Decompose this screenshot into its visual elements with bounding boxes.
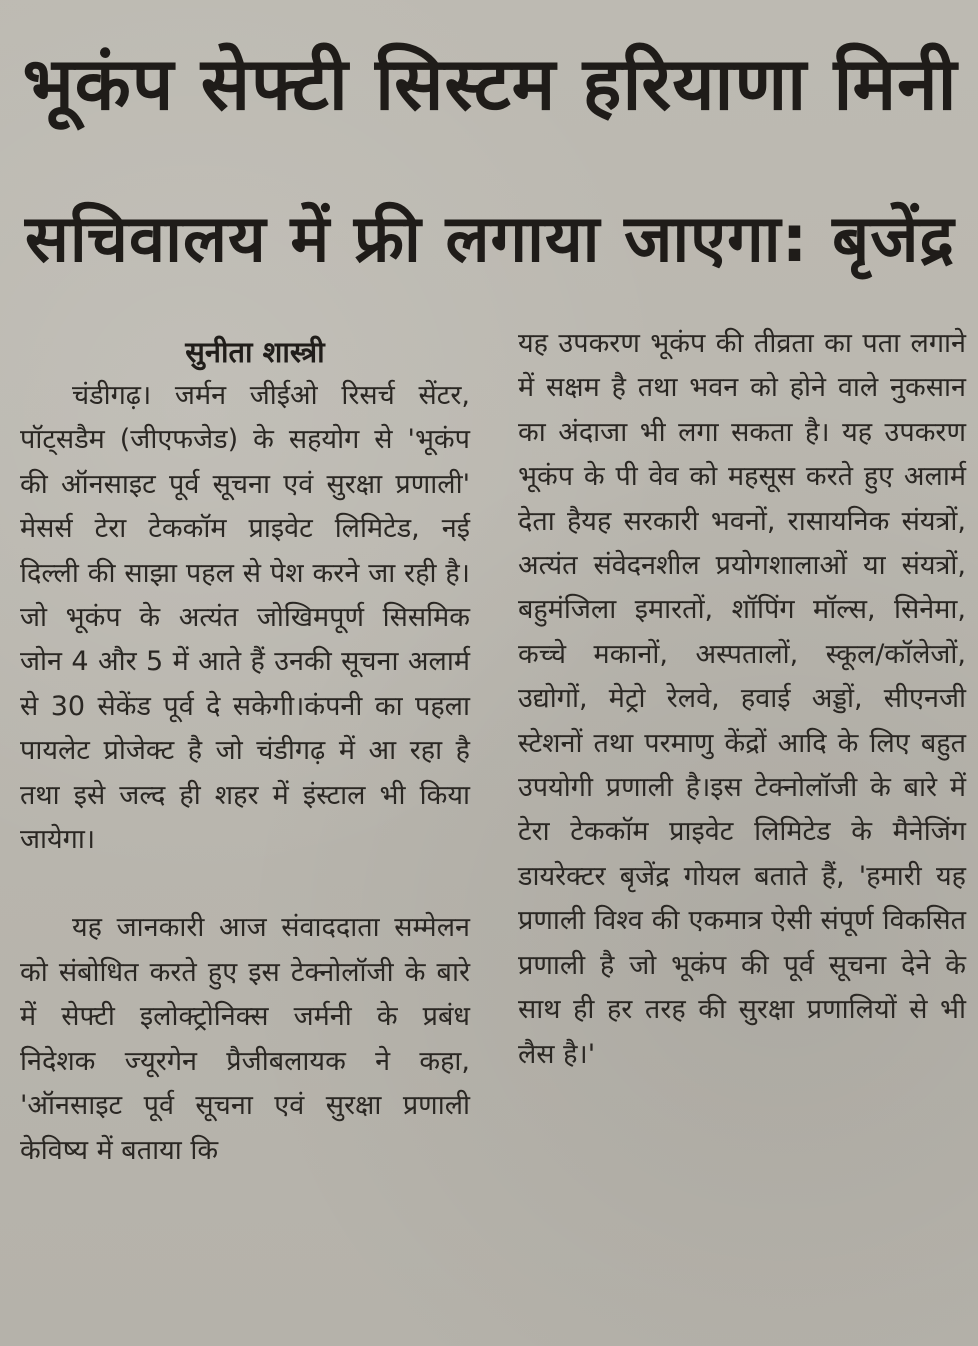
article-paragraph: चंडीगढ़। जर्मन जीईओ रिसर्च सेंटर, पॉट्सडैम (जीएफजेड) के सहयोग से 'भूकंप की ऑनसाइट पूर्व सूचना एवं सुरक्षा प्रणाली' मेसर्स टेरा टेककॉम प्राइवेट लिमिटेड, नई दिल्ली की साझा पहल से पेश करने जा रही है। जो भूकंप के अत्यंत जोखिमपूर्ण सिसमिक जोन 4 और 5 में आते हैं उनकी सूचना अलार्म से 30 सेकेंड पूर्व दे सकेगी।कंपनी का पहला पायलेट प्रोजेक्ट है जो चंडीगढ़ में आ रहा है तथा इसे जल्द ही शहर में इंस्टाल भी किया जायेगा। (20, 380, 470, 856)
article-paragraph: यह उपकरण भूकंप की तीव्रता का पता लगाने में सक्षम है तथा भवन को होने वाले नुकसान का अंदाजा भी लगा सकता है। यह उपकरण भूकंप के पी वेव को महसूस करते हुए अलार्म देता हैयह सरकारी भवनों, रासायनिक संयत्रों, अत्यंत संवेदनशील प्रयोगशालाओं या संयत्रों, बहुमंजिला इमारतों, शॉपिंग मॉल्स, सिनेमा, कच्चे मकानों, अस्पतालों, स्कूल/कॉलेजों, उद्योगों, मेट्रो रेलवे, हवाई अड्डों, सीएनजी स्टेशनों तथा परमाणु केंद्रों आदि के लिए बहुत उपयोगी प्रणाली है।इस टेक्नोलॉजी के बारे में टेरा टेककॉम प्राइवेट लिमिटेड के मैनेजिंग डायरेक्टर बृजेंद्र गोयल बताते हैं, 'हमारी यह प्रणाली विश्व की एकमात्र ऐसी संपूर्ण विकसित प्रणाली है जो भूकंप की पूर्व सूचना देने के साथ ही हर तरह की सुरक्षा प्रणालियों से भी लैस है।' (518, 328, 966, 1070)
article-column-left (20, 330, 470, 1173)
byline: सुनीता शास्त्री (185, 335, 325, 369)
headline-line-1: भूकंप सेफ्टी सिस्टम हरियाणा मिनी (22, 42, 958, 127)
article-column-right (518, 322, 966, 1077)
article-paragraph: यह जानकारी आज संवाददाता सम्मेलन को संबोधित करते हुए इस टेक्नोलॉजी के बारे में सेफ्टी इलोक्ट्रोनिक्स जर्मनी के प्रबंध निदेशक ज्यूरगेन प्रैजीबलायक ने कहा, 'ऑनसाइट पूर्व सूचना एवं सुरक्षा प्रणाली केविष्य में बताया कि (20, 912, 470, 1166)
headline-line-2: सचिवालय में फ्री लगाया जाएगा: बृजेंद्र (24, 202, 956, 277)
